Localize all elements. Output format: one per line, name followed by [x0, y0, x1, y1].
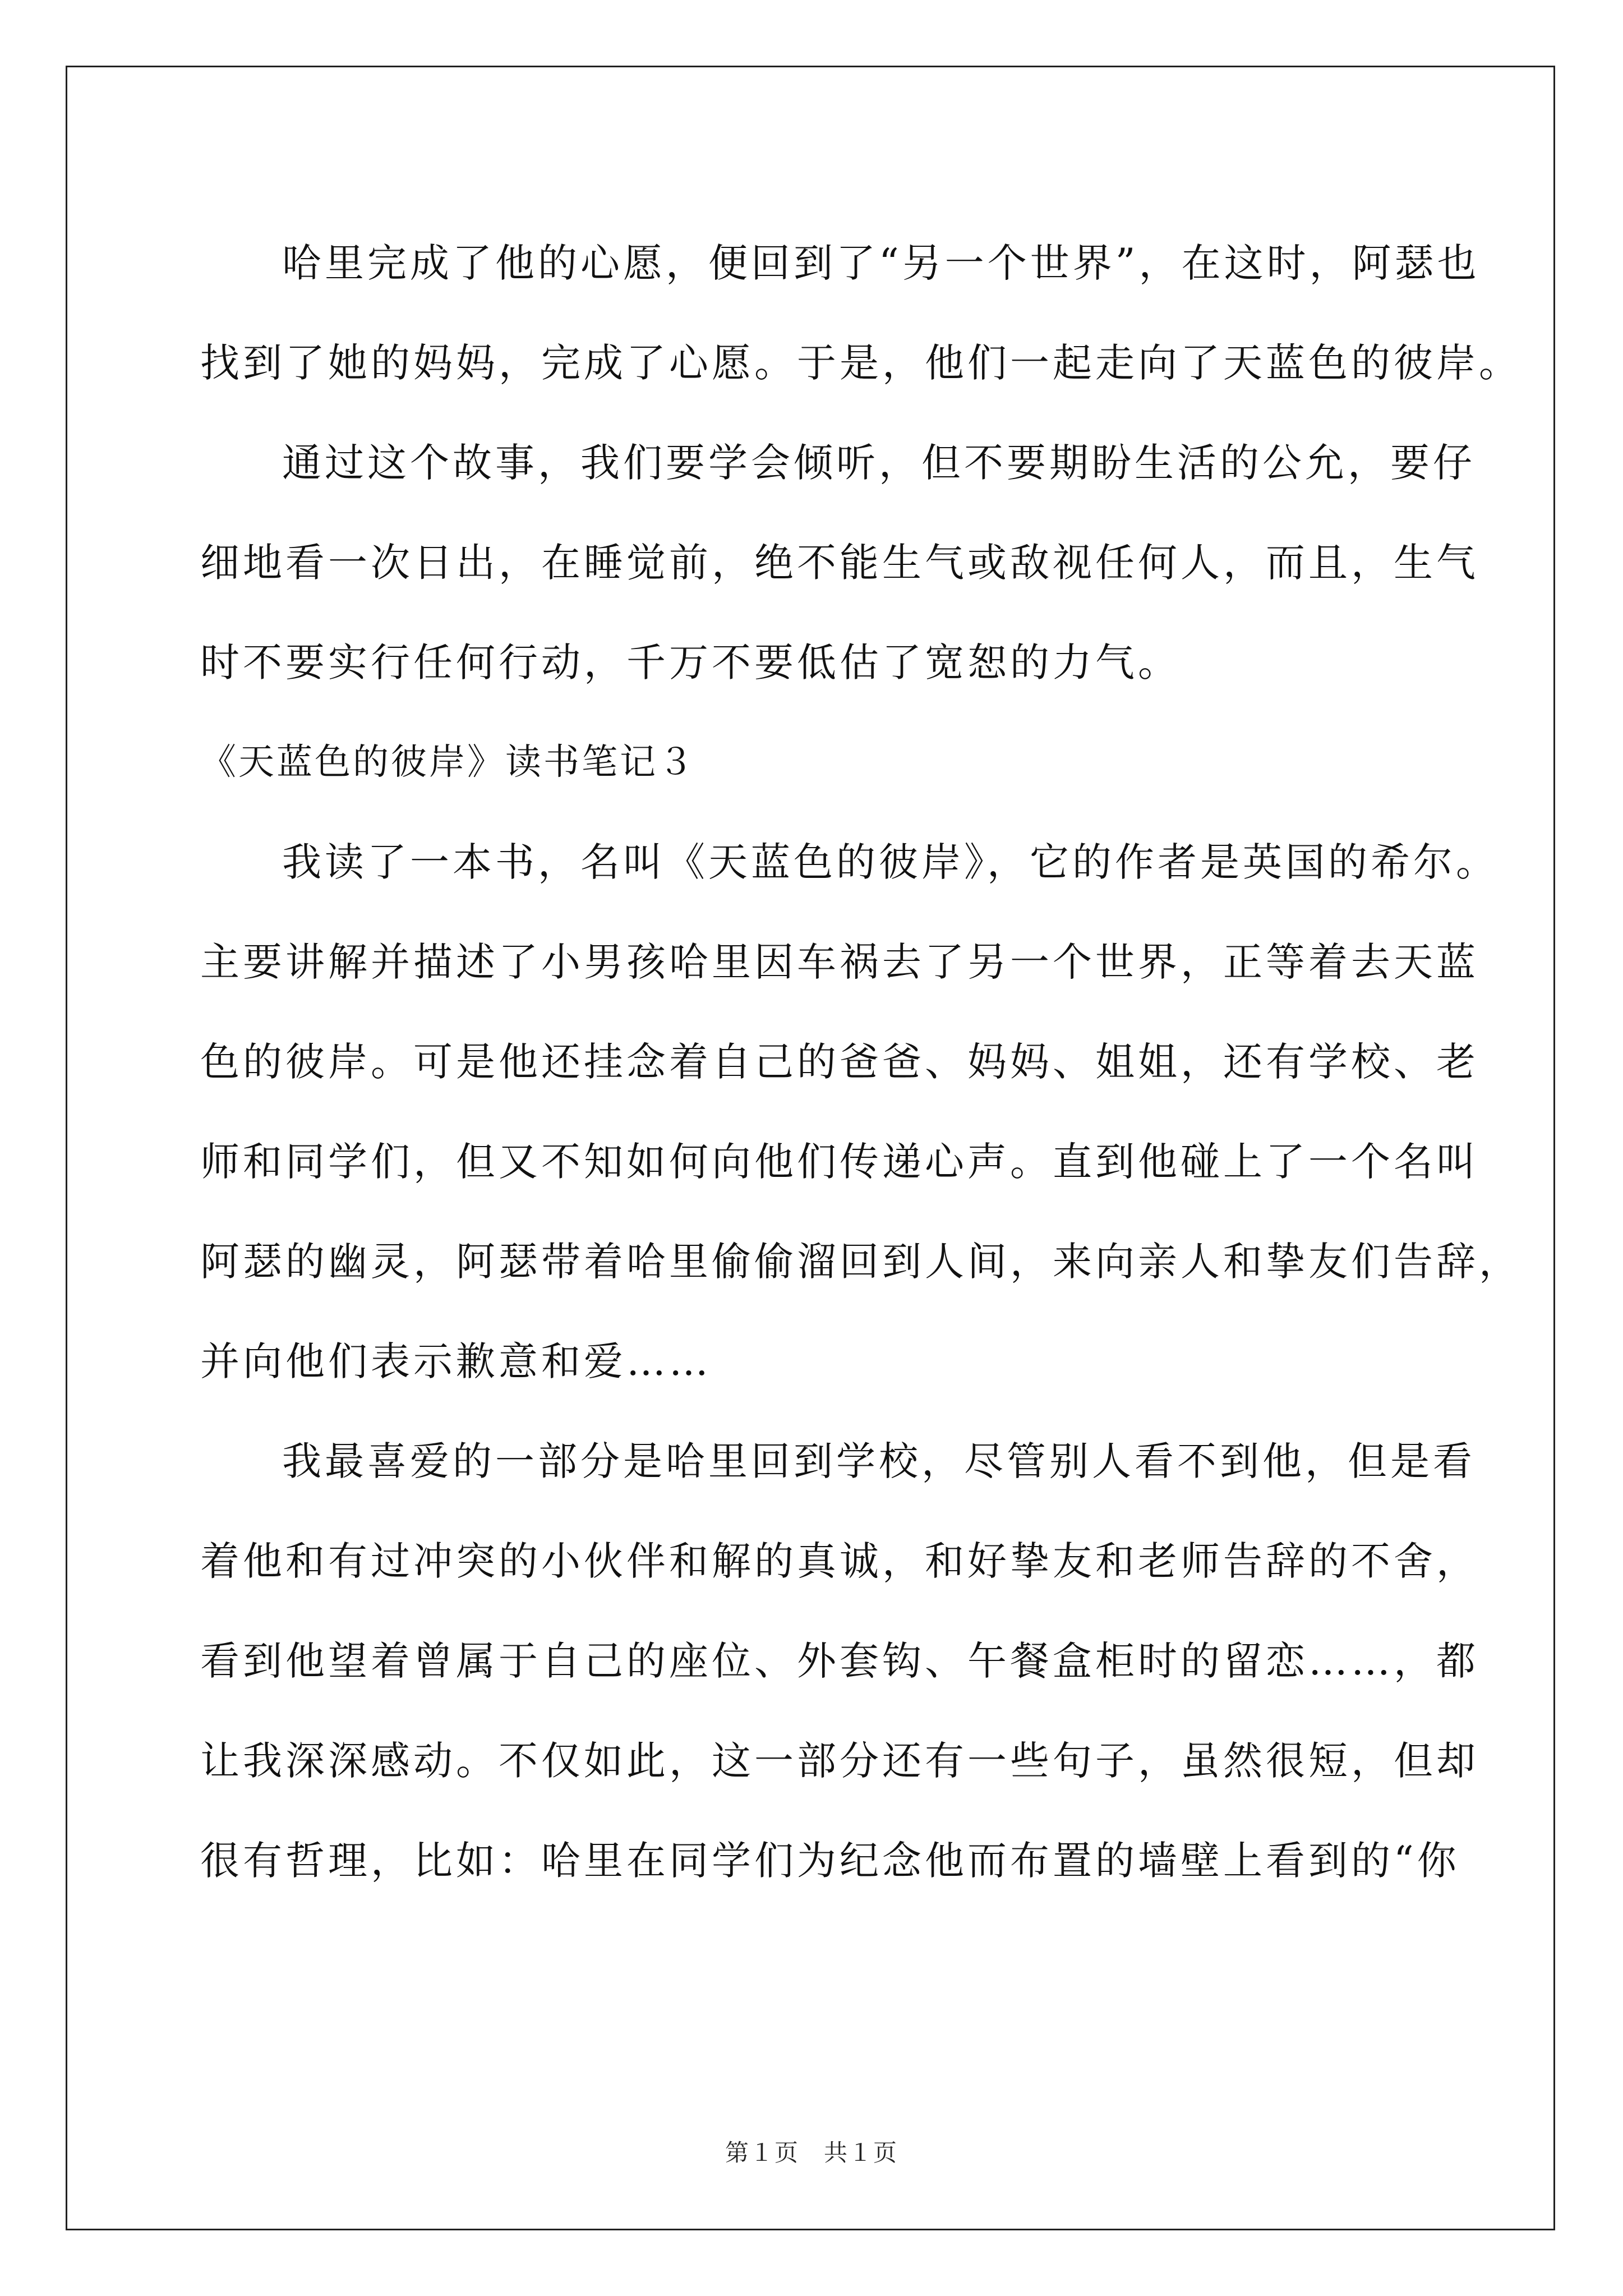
paragraph-4-line-2: 着他和有过冲突的小伙伴和解的真诚，和好挚友和老师告辞的不舍， — [200, 1538, 1479, 1584]
page-footer: 第１页 共１页 — [725, 2139, 898, 2166]
paragraph-4-line-1: 我最喜爱的一部分是哈里回到学校，尽管别人看不到他，但是看 — [282, 1438, 1476, 1484]
paragraph-1-line-1: 哈里完成了他的心愿，便回到了“另一个世界”，在这时，阿瑟也 — [282, 240, 1480, 286]
paragraph-2-line-3: 时不要实行任何行动，千万不要低估了宽恕的力气。 — [200, 639, 1181, 685]
paragraph-3-line-5: 阿瑟的幽灵，阿瑟带着哈里偷偷溜回到人间，来向亲人和挚友们告辞， — [200, 1239, 1521, 1285]
paragraph-3-line-4: 师和同学们，但又不知如何向他们传递心声。直到他碰上了一个名叫 — [200, 1139, 1479, 1185]
paragraph-2-line-2: 细地看一次日出，在睡觉前，绝不能生气或敌视任何人，而且，生气 — [200, 540, 1479, 586]
section-heading: 《天蓝色的彼岸》读书笔记３ — [200, 742, 696, 783]
paragraph-1-line-2: 找到了她的妈妈，完成了心愿。于是，他们一起走向了天蓝色的彼岸。 — [200, 340, 1521, 386]
paragraph-3-line-6: 并向他们表示歉意和爱…… — [200, 1338, 712, 1384]
paragraph-4-line-4: 让我深深感动。不仅如此，这一部分还有一些句子，虽然很短，但却 — [200, 1738, 1479, 1784]
paragraph-3-line-3: 色的彼岸。可是他还挂念着自己的爸爸、妈妈、姐姐，还有学校、老 — [200, 1039, 1479, 1085]
paragraph-3-line-1: 我读了一本书，名叫《天蓝色的彼岸》，它的作者是英国的希尔。 — [282, 839, 1498, 885]
paragraph-3-line-2: 主要讲解并描述了小男孩哈里因车祸去了另一个世界，正等着去天蓝 — [200, 939, 1479, 985]
document-body — [200, 213, 1521, 1911]
paragraph-4-line-5: 很有哲理，比如：哈里在同学们为纪念他而布置的墙壁上看到的“你 — [200, 1838, 1460, 1884]
paragraph-2-line-1: 通过这个故事，我们要学会倾听，但不要期盼生活的公允，要仔 — [282, 440, 1476, 486]
paragraph-4-line-3: 看到他望着曾属于自己的座位、外套钩、午餐盒柜时的留恋……，都 — [200, 1638, 1479, 1684]
